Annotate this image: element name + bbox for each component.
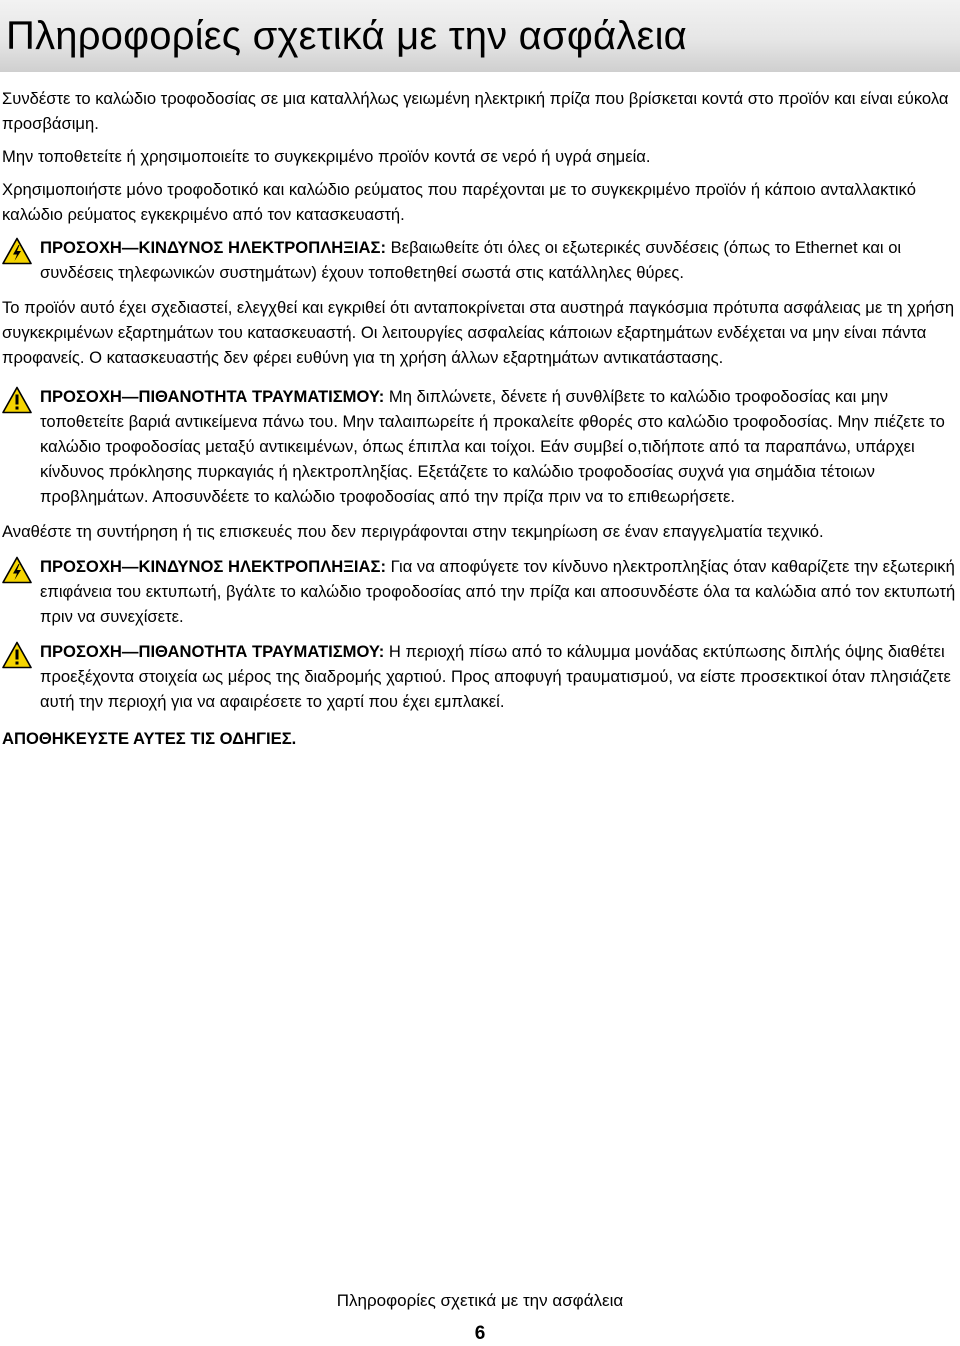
caution-injury-2	[2, 639, 957, 714]
electric-shock-warning-icon	[2, 556, 32, 584]
caution-text: Βεβαιωθείτε ότι όλες οι εξωτερικές συνδέσεις (όπως το Ethernet και οι συνδέσεις τηλεφωνικών συστημάτων) έχουν τοποθετηθεί σωστά στις κατάλληλες θύρες.	[40, 238, 902, 282]
caution-text: Μη διπλώνετε, δένετε ή συνθλίβετε το καλώδιο τροφοδοσίας και μην τοποθετείτε βαριά αντικείμενα πάνω του. Μην ταλαιπωρείτε ή προκαλείτε φθορές στο καλώδιο τροφοδοσίας. Μην πιέζετε το καλώδιο τροφοδοσίας μεταξύ αντικειμένων, όπως έπιπλα και τοίχοι. Εάν συμβεί ο,τιδήποτε από τα παραπάνω, υπάρχει κίνδυνος πρόκλησης πυρκαγιάς ή ηλεκτροπληξίας. Εξετάζετε το καλώδιο τροφοδοσίας συχνά για σημάδια τέτοιων προβλημάτων. Αποσυνδέετε το καλώδιο τροφοδοσίας από την πρίζα πριν να το επιθεωρήσετε.	[40, 387, 945, 506]
caution-label: ΠΡΟΣΟΧΗ—ΠΙΘΑΝΟΤΗΤΑ ΤΡΑΥΜΑΤΙΣΜΟΥ:	[40, 642, 385, 661]
caution-label: ΠΡΟΣΟΧΗ—ΠΙΘΑΝΟΤΗΤΑ ΤΡΑΥΜΑΤΙΣΜΟΥ:	[40, 387, 385, 406]
page-number: 6	[474, 1323, 486, 1344]
caution-electric-shock-1	[2, 235, 957, 285]
injury-warning-icon	[2, 386, 32, 414]
page-title: Πληροφορίες σχετικά με την ασφάλεια	[6, 14, 688, 58]
page-content	[2, 86, 957, 759]
caution-text: Η περιοχή πίσω από το κάλυμμα μονάδας εκτύπωσης διπλής όψης διαθέτει προεξέχοντα στοιχεία ως μέρος της διαδρομής χαρτιού. Προς αποφυγή τραυματισμού, να είστε προσεκτικοί όταν πλησιάζετε αυτή την περιοχή για να αφαιρέσετε το χαρτί που έχει εμπλακεί.	[40, 642, 951, 711]
paragraph-water-warning: Μην τοποθετείτε ή χρησιμοποιείτε το συγκεκριμένο προϊόν κοντά σε νερό ή υγρά σημεία.	[2, 147, 651, 166]
caution-electric-shock-2	[2, 554, 957, 629]
paragraph-service: Αναθέστε τη συντήρηση ή τις επισκευές που δεν περιγράφονται στην τεκμηρίωση σε έναν επαγγελματία τεχνικό.	[2, 522, 824, 541]
electric-shock-warning-icon	[2, 237, 32, 265]
caution-label: ΠΡΟΣΟΧΗ—ΚΙΝΔΥΝΟΣ ΗΛΕΚΤΡΟΠΛΗΞΙΑΣ:	[40, 238, 386, 257]
footer-section-title: Πληροφορίες σχετικά με την ασφάλεια	[336, 1291, 624, 1310]
page-header	[0, 0, 960, 72]
caution-injury-1	[2, 384, 957, 509]
paragraph-power-cord: Χρησιμοποιήστε μόνο τροφοδοτικό και καλώδιο ρεύματος που παρέχονται με το συγκεκριμένο προϊόν ή κάποιο ανταλλακτικό καλώδιο ρεύματος εγκεκριμένο από τον κατασκευαστή.	[2, 180, 916, 224]
paragraph-safety-standards: Το προϊόν αυτό έχει σχεδιαστεί, ελεγχθεί και εγκριθεί ότι ανταποκρίνεται στα αυστηρά παγκόσμια πρότυπα ασφάλειας με τη χρήση συγκεκριμένων εξαρτημάτων του κατασκευαστή. Οι λειτουργίες ασφαλείας κάποιων εξαρτημάτων ενδέχεται να μην είναι πάντα προφανείς. Ο κατασκευαστής δεν φέρει ευθύνη για τη χρήση άλλων εξαρτημάτων αντικατάστασης.	[2, 298, 955, 367]
paragraph-grounded-outlet: Συνδέστε το καλώδιο τροφοδοσίας σε μια καταλλήλως γειωμένη ηλεκτρική πρίζα που βρίσκεται κοντά στο προϊόν και είναι εύκολα προσβάσιμη.	[2, 89, 949, 133]
save-instructions-note: ΑΠΟΘΗΚΕΥΣΤΕ ΑΥΤΕΣ ΤΙΣ ΟΔΗΓΙΕΣ.	[2, 729, 297, 748]
caution-label: ΠΡΟΣΟΧΗ—ΚΙΝΔΥΝΟΣ ΗΛΕΚΤΡΟΠΛΗΞΙΑΣ:	[40, 557, 386, 576]
injury-warning-icon	[2, 641, 32, 669]
caution-text: Για να αποφύγετε τον κίνδυνο ηλεκτροπληξίας όταν καθαρίζετε την εξωτερική επιφάνεια του εκτυπωτή, βγάλτε το καλώδιο τροφοδοσίας από την πρίζα και αποσυνδέστε όλα τα καλώδια από τον εκτυπωτή πριν να συνεχίσετε.	[40, 557, 956, 626]
